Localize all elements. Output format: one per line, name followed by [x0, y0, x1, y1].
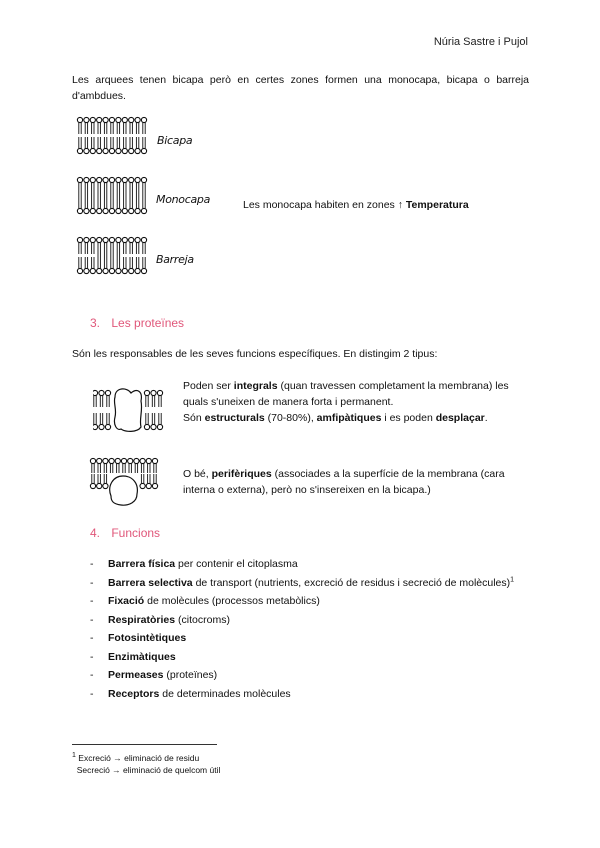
- item-bold: Respiratòries: [108, 613, 176, 626]
- integral-text-4: (70-80%),: [264, 412, 317, 424]
- list-dash: -: [90, 650, 94, 663]
- peripheral-text-1: O bé,: [183, 468, 212, 480]
- list-item: [90, 630, 530, 647]
- intro-paragraph: Les arquees tenen bicapa però en certes zones formen una monocapa, bicapa o barreja d'ambdues.: [72, 74, 529, 102]
- monocapa-diagram: [76, 176, 148, 216]
- section-3-heading: [90, 316, 184, 330]
- up-arrow-icon: ↑: [397, 199, 403, 211]
- integral-bold-2: estructurals: [204, 412, 265, 424]
- list-dash: -: [90, 576, 94, 589]
- footnote-separator: [72, 744, 217, 745]
- integral-text-1: Poden ser: [183, 380, 234, 392]
- functions-list: [90, 556, 530, 704]
- item-bold: Fixació: [108, 595, 145, 607]
- footnote: [72, 752, 220, 776]
- item-bold: Enzimàtiques: [108, 650, 176, 663]
- list-dash: -: [90, 687, 94, 700]
- bicapa-diagram: [76, 116, 148, 156]
- peripheral-protein-diagram: [89, 456, 165, 506]
- footnote-line-2: Secreció → eliminació de quelcom útil: [76, 765, 221, 775]
- integral-text-6: .: [484, 412, 488, 424]
- list-dash: -: [90, 669, 94, 681]
- list-item: [90, 575, 530, 592]
- author-name: Núria Sastre i Pujol: [433, 36, 528, 48]
- section-4-title: Funcions: [111, 526, 161, 540]
- list-item: [90, 556, 530, 573]
- section-4-number: 4.: [90, 526, 101, 540]
- item-bold: Permeases: [108, 669, 164, 681]
- section-3-title: Les proteïnes: [111, 316, 185, 330]
- monocapa-label: Monocapa: [156, 193, 211, 206]
- list-dash: -: [90, 632, 94, 644]
- monocapa-note-bold: Temperatura: [405, 199, 469, 211]
- item-bold: Fotosintètiques: [108, 632, 187, 644]
- footnote-marker: 1: [72, 752, 76, 760]
- integral-bold-4: desplaçar: [435, 412, 485, 424]
- section-3-intro: Són les responsables de les seves funcions específiques. En distingim 2 tipus:: [72, 348, 438, 360]
- item-text: de determinades molècules: [159, 687, 291, 700]
- monocapa-note: [243, 197, 469, 213]
- item-text: (citocroms): [175, 613, 230, 626]
- barreja-diagram: [76, 236, 148, 276]
- peripheral-text-2: (associades a la superfície de la membrana (cara interna o externa), però no s'insereixen en la bicapa.): [183, 468, 505, 496]
- footnote-line-1: Excreció → eliminació de residu: [78, 753, 200, 763]
- item-text: per contenir el citoplasma: [175, 558, 298, 570]
- integral-paragraph: [183, 378, 529, 426]
- footnote-ref[interactable]: 1: [510, 576, 515, 583]
- barreja-label: Barreja: [156, 253, 194, 266]
- monocapa-note-text: Les monocapa habiten en zones: [243, 199, 395, 211]
- list-dash: -: [90, 558, 94, 570]
- item-bold: Receptors: [108, 687, 160, 700]
- list-item: [90, 686, 530, 703]
- peripheral-bold-1: perifèriques: [211, 468, 272, 480]
- item-bold: Barrera selectiva: [108, 576, 193, 589]
- integral-bold-1: integrals: [233, 380, 278, 392]
- integral-protein-diagram: [93, 385, 165, 435]
- bicapa-label: Bicapa: [157, 134, 193, 147]
- section-3-number: 3.: [90, 316, 101, 330]
- item-text: de transport (nutrients, excreció de residus i secreció de molècules): [192, 576, 511, 589]
- list-item: [90, 649, 530, 666]
- integral-text-3: Són: [183, 412, 205, 424]
- list-item: [90, 612, 530, 629]
- item-bold: Barrera física: [108, 558, 176, 570]
- section-4-heading: [90, 526, 160, 540]
- list-item: [90, 593, 530, 610]
- list-dash: -: [90, 613, 94, 626]
- integral-text-5: i es poden: [381, 412, 436, 424]
- integral-bold-3: amfipàtiques: [316, 412, 382, 424]
- list-dash: -: [90, 595, 94, 607]
- item-text: de molècules (processos metabòlics): [144, 595, 320, 607]
- integral-text-2: (quan travessen completament la membrana) les quals s'uneixen de manera forta i permanent.: [183, 380, 509, 408]
- peripheral-paragraph: [183, 466, 529, 498]
- item-text: (proteïnes): [163, 669, 218, 681]
- list-item: [90, 667, 530, 684]
